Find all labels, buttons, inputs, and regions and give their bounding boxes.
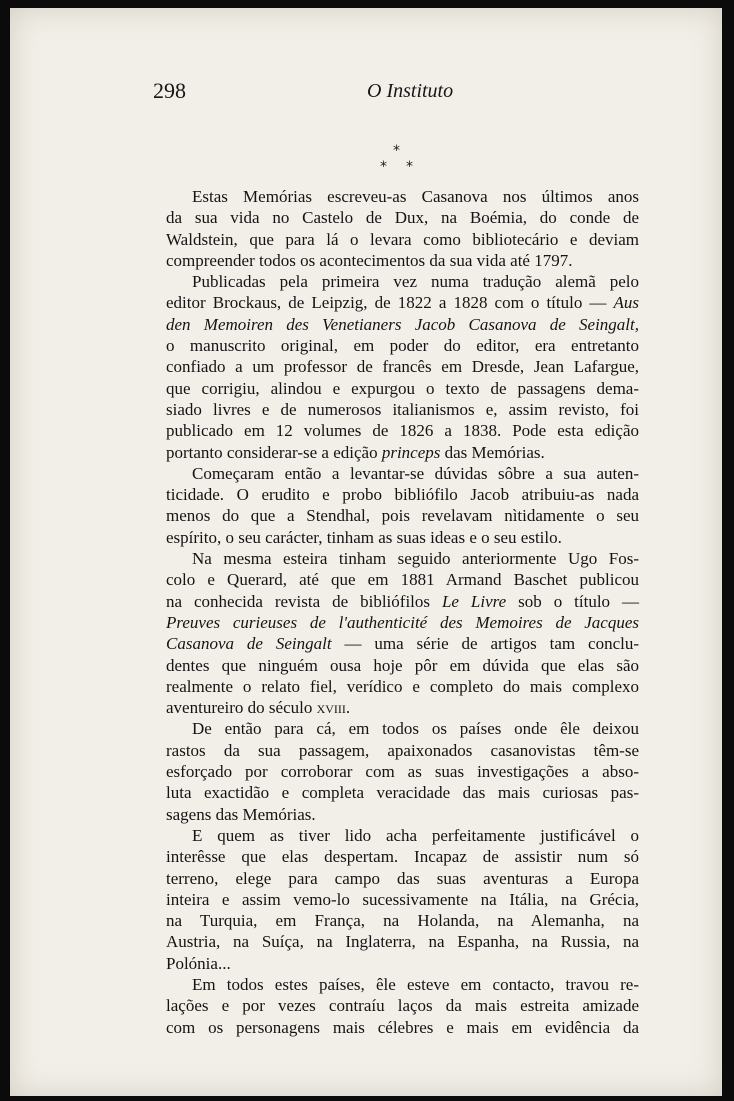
text-line: colo e Querard, até que em 1881 Armand Baschet publicou <box>166 570 639 590</box>
italic-title: Preuves curieuses de l'authenticité des Memoires de Jacques <box>166 612 639 632</box>
text-fragment: portanto considerar-se a edição <box>166 442 382 462</box>
text-line <box>166 442 639 463</box>
text-fragment: das Memórias. <box>440 442 545 462</box>
text-line: compreender todos os acontecimentos da sua vida até 1797. <box>166 250 573 270</box>
text-line: Polónia... <box>166 953 231 973</box>
body-text <box>166 186 639 1038</box>
text-line: terreno, elege para campo das suas aventuras a Europa <box>166 868 639 888</box>
text-line: publicado em 12 volumes de 1826 a 1838. Pode esta edição <box>166 421 639 441</box>
text-line: na Turquia, em França, na Holanda, na Alemanha, na <box>166 911 639 931</box>
text-line: espírito, o seu carácter, tinham as suas ideas e o seu estilo. <box>166 527 562 547</box>
text-line: que corrigiu, alindou e expurgou o texto de passagens dema- <box>166 378 639 398</box>
text-line: com os personagens mais célebres e mais em evidência da <box>166 1017 639 1037</box>
text-line <box>166 591 639 612</box>
running-title: O Instituto <box>367 80 454 102</box>
text-line: realmente o relato fiel, verídico e completo do mais complexo <box>166 676 639 696</box>
text-fragment: editor Brockaus, de Leipzig, de 1822 a 1828 com o título — <box>166 293 614 313</box>
text-line: interêsse que elas despertam. Incapaz de assistir num só <box>166 847 639 867</box>
text-line: De então para cá, em todos os países onde êle deixou <box>192 719 639 739</box>
italic-title: Le Livre <box>441 591 507 611</box>
asterisk-mark: * <box>380 159 387 175</box>
text-fragment: aventureiro do século <box>166 698 317 718</box>
running-head <box>0 78 734 108</box>
text-line: da sua vida no Castelo de Dux, na Boémia, do conde de <box>166 208 639 228</box>
text-line <box>166 697 639 718</box>
text-line: confiado a um professor de francês em Dresde, Jean Lafargue, <box>166 357 639 377</box>
italic-title: Aus <box>613 293 639 313</box>
section-asterism <box>375 143 425 183</box>
text-fragment: — uma série de artigos tam conclu- <box>331 634 639 654</box>
text-line <box>166 633 639 654</box>
text-line: Austria, na Suíça, na Inglaterra, na Espanha, na Russia, na <box>166 932 639 952</box>
text-line: sagens das Memórias. <box>166 804 316 824</box>
text-line: menos do que a Stendhal, pois revelavam nìtidamente o seu <box>166 506 639 526</box>
text-line: o manuscrito original, em poder do editor, era entretanto <box>166 336 639 356</box>
text-line: lações e por vezes contraíu laços da mais estreita amizade <box>166 996 639 1016</box>
text-line <box>166 292 639 313</box>
text-fragment: . <box>345 698 351 718</box>
text-line: Na mesma esteira tinham seguido anteriormente Ugo Fos- <box>192 549 639 569</box>
text-line: dentes que ninguém ousa hoje pôr em dúvida que elas são <box>166 655 639 675</box>
text-line: Waldstein, que para lá o levara como bibliotecário e deviam <box>166 229 639 249</box>
italic-title: Casanova de Seingalt <box>166 634 332 654</box>
text-line: luta exactidão e completa veracidade das mais curiosas pas- <box>166 783 639 803</box>
asterisk-mark: * <box>406 159 413 175</box>
text-fragment: sob o título — <box>506 591 640 611</box>
italic-title: den Memoiren des Venetianers Jacob Casanova de Seingalt, <box>166 314 639 334</box>
text-line: esforçado por corroborar com as suas investigações a abso- <box>166 762 639 782</box>
text-line: siado livres e de numerosos italianismos e, assim revisto, foi <box>166 399 639 419</box>
text-line: E quem as tiver lido acha perfeitamente justificável o <box>192 825 639 845</box>
text-line: Publicadas pela primeira vez numa tradução alemã pelo <box>192 272 639 292</box>
page-number: 298 <box>153 78 186 103</box>
text-line: Estas Memórias escreveu-as Casanova nos últimos anos <box>192 187 639 206</box>
text-line: ticidade. O erudito e probo bibliófilo Jacob atribuiu-as nada <box>166 485 639 505</box>
text-line: Começaram então a levantar-se dúvidas sôbre a sua auten- <box>192 463 639 483</box>
asterisk-mark: * <box>393 143 400 159</box>
italic-word: princeps <box>381 442 441 462</box>
text-line: Em todos estes países, êle esteve em contacto, travou re- <box>192 974 639 994</box>
text-line: inteira e assim vemo-lo sucessivamente na Itália, na Grécia, <box>166 889 639 909</box>
text-line: rastos da sua passagem, apaixonados casanovistas têm-se <box>166 740 639 760</box>
text-fragment: na conhecida revista de bibliófilos <box>166 591 442 611</box>
century-numeral: xviii <box>316 698 346 718</box>
